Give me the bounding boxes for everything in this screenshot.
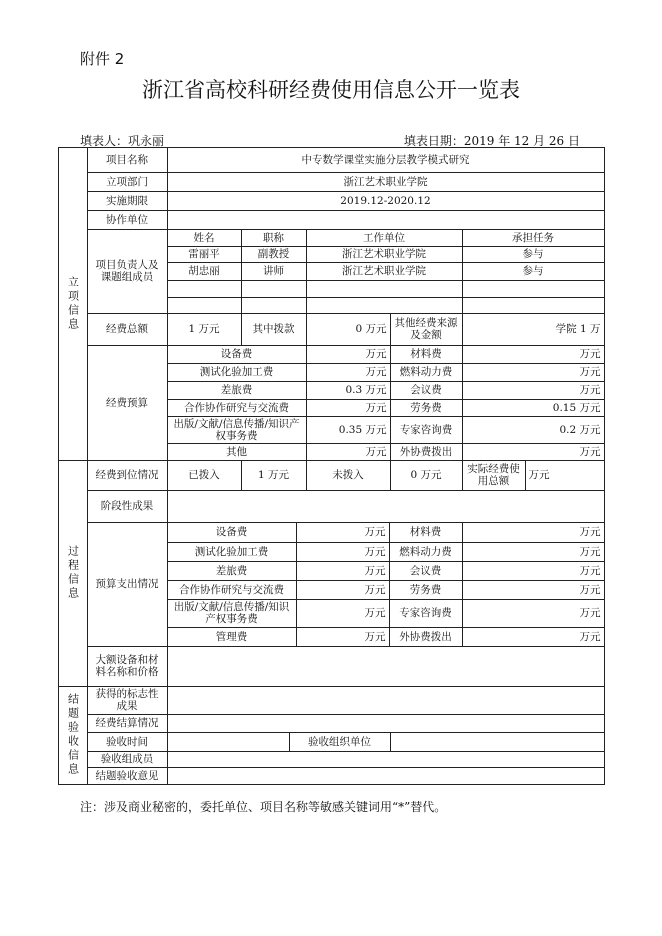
value [167,767,605,785]
member-cell [462,280,605,298]
budget-cell: 材料费 [390,345,463,364]
value: 0 万元 [306,313,391,346]
member-cell: 雷丽平 [167,246,242,263]
row-value: 浙江艺术职业学院 [167,172,605,192]
section-project-info: 立项信息 [58,147,88,461]
members-label: 项目负责人及课题组成员 [87,229,168,314]
label: 获得的标志性成果 [87,686,168,715]
budget-cell: 万元 [306,363,391,382]
arrival-cell: 实际经费使用总额 [462,460,526,491]
row-label: 立项部门 [87,172,168,192]
filler: 填表人：巩永丽 [80,134,165,148]
spend-cell: 万元 [296,599,390,628]
value: 1 万元 [167,313,242,346]
budget-cell: 专家咨询费 [390,416,463,444]
row-label: 协作单位 [87,210,168,230]
member-cell [306,297,463,314]
spend-cell: 差旅费 [167,561,297,581]
row-value [167,210,605,230]
member-header: 工作单位 [306,229,463,247]
budget-cell: 0.35 万元 [306,416,391,444]
spend-cell: 材料费 [389,522,463,543]
budget-cell: 0.15 万元 [462,399,605,417]
member-header: 姓名 [167,229,242,247]
budget-label: 经费预算 [87,345,168,461]
value [167,714,605,733]
spend-cell: 万元 [296,542,390,562]
budget-cell: 万元 [462,443,605,461]
member-cell [167,297,242,314]
member-cell [241,297,307,314]
budget-cell: 0.3 万元 [306,381,391,400]
budget-cell: 万元 [306,345,391,364]
arrival-cell: 0 万元 [390,460,463,491]
spend-cell: 测试化验加工费 [167,542,297,562]
spend-cell: 管理费 [167,627,297,647]
label: 大额设备和材料名称和价格 [87,646,168,687]
label: 经费到位情况 [87,460,168,491]
spend-cell: 万元 [296,561,390,581]
budget-cell: 外协费拨出 [390,443,463,461]
spend-cell: 劳务费 [389,580,463,600]
member-cell [462,297,605,314]
label: 验收时间 [87,732,168,752]
spend-cell: 万元 [462,522,605,543]
spend-cell: 万元 [462,627,605,647]
spend-cell: 万元 [296,627,390,647]
footnote: 注：涉及商业秘密的，委托单位、项目名称等敏感关键词用“*”替代。 [80,800,447,814]
spend-cell: 出版/文献/信息传播/知识产权事务费 [167,599,297,628]
label: 经费总额 [87,313,168,346]
member-cell [306,280,463,298]
label: 其他经费来源及金额 [390,313,463,346]
budget-cell: 万元 [462,363,605,382]
member-cell: 浙江艺术职业学院 [306,246,463,263]
label: 验收组成员 [87,751,168,768]
section-process-info: 过程信息 [58,460,88,687]
budget-cell: 测试化验加工费 [167,363,307,382]
row-label: 实施期限 [87,191,168,211]
budget-cell: 出版/文献/信息传播/知识产权事务费 [167,416,307,444]
budget-cell: 合作协作研究与交流费 [167,399,307,417]
spend-cell: 万元 [296,522,390,543]
spend-cell: 专家咨询费 [389,599,463,628]
label: 验收组织单位 [289,732,391,752]
value [167,732,290,752]
value [167,751,605,768]
spend-cell: 万元 [296,580,390,600]
budget-cell: 劳务费 [390,399,463,417]
budget-cell: 差旅费 [167,381,307,400]
budget-cell: 万元 [462,345,605,364]
member-header: 职称 [241,229,307,247]
member-header: 承担任务 [462,229,605,247]
member-cell [167,280,242,298]
spend-cell: 会议费 [389,561,463,581]
label: 其中拨款 [241,313,307,346]
spend-cell: 外协费拨出 [389,627,463,647]
arrival-cell: 万元 [525,460,605,491]
arrival-cell: 已拨入 [167,460,242,491]
fill-date: 填表日期：2019 年 12 月 26 日 [403,134,580,148]
label: 经费结算情况 [87,714,168,733]
value: 学院 1 万 [462,313,605,346]
spend-cell: 燃料动力费 [389,542,463,562]
budget-cell: 万元 [306,399,391,417]
spend-cell: 万元 [462,542,605,562]
budget-cell: 万元 [306,443,391,461]
budget-cell: 其他 [167,443,307,461]
budget-cell: 设备费 [167,345,307,364]
budget-cell: 万元 [462,381,605,400]
section-closing-info: 结题验收信息 [58,686,88,785]
spend-cell: 万元 [462,561,605,581]
arrival-cell: 未拨入 [306,460,391,491]
label: 阶段性成果 [87,490,168,523]
value [167,490,605,523]
arrival-cell: 1 万元 [241,460,307,491]
spend-label: 预算支出情况 [87,522,168,647]
row-value: 中专数学课堂实施分层教学模式研究 [167,147,605,173]
member-cell: 副教授 [241,246,307,263]
row-label: 项目名称 [87,147,168,173]
member-cell: 参与 [462,246,605,263]
value [390,732,605,752]
attachment-label: 附件 2 [80,50,125,68]
spend-cell: 合作协作研究与交流费 [167,580,297,600]
member-cell: 胡忠丽 [167,262,242,281]
spend-cell: 设备费 [167,522,297,543]
budget-cell: 燃料动力费 [390,363,463,382]
page-title: 浙江省高校科研经费使用信息公开一览表 [142,78,520,102]
value [167,686,605,715]
value [167,646,605,687]
member-cell [241,280,307,298]
budget-cell: 会议费 [390,381,463,400]
member-cell: 参与 [462,262,605,281]
budget-cell: 0.2 万元 [462,416,605,444]
member-cell: 讲师 [241,262,307,281]
spend-cell: 万元 [462,580,605,600]
spend-cell: 万元 [462,599,605,628]
member-cell: 浙江艺术职业学院 [306,262,463,281]
label: 结题验收意见 [87,767,168,785]
row-value: 2019.12-2020.12 [167,191,605,211]
